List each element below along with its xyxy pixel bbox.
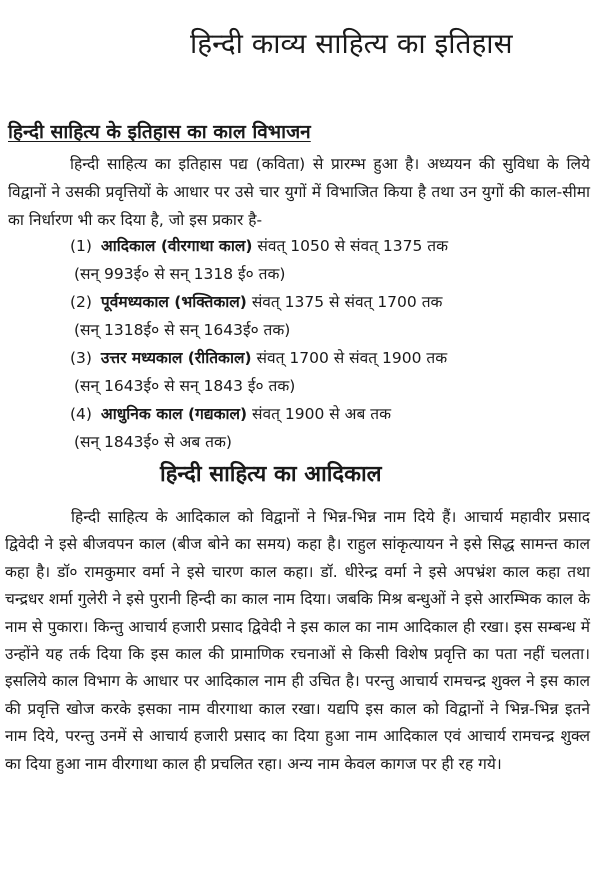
section-heading-kaal-vibhajan: हिन्दी साहित्य के इतिहास का काल विभाजन: [8, 121, 311, 143]
intro-paragraph: हिन्दी साहित्य का इतिहास पद्य (कविता) से प्रारम्भ हुआ है। अध्ययन की सुविधा के लिये विद्वानों ने उसकी प्रवृत्तियों के आधार पर उसे चार युगों में विभाजित किया है तथा उन युगों की काल-सीमा का निर्धारण भी कर दिया है, जो इस प्रकार है-: [8, 155, 590, 229]
period-gregorian: (सन् 993ई० से सन् 1318 ई० तक): [74, 265, 286, 283]
period-samvat: संवत् 1700 से संवत् 1900 तक: [256, 349, 448, 367]
period-name: आधुनिक काल (गद्यकाल): [100, 405, 248, 423]
period-gregorian: (सन् 1643ई० से सन् 1843 ई० तक): [74, 377, 296, 395]
period-item: [70, 288, 590, 344]
page-title: हिन्दी काव्य साहित्य का इतिहास: [190, 27, 513, 60]
aadikaal-paragraph: हिन्दी साहित्य के आदिकाल को विद्वानों ने भिन्न-भिन्न नाम दिये हैं। आचार्य महावीर प्रसाद द्विवेदी ने इसे बीजवपन काल (बीज बोने का समय) कहा है। राहुल सांकृत्यायन ने इसे सिद्ध सामन्त काल कहा है। डॉ० रामकुमार वर्मा ने इसे चारण काल कहा। डॉ. धीरेन्द्र वर्मा ने इसे अपभ्रंश काल कहा तथा चन्द्रधर शर्मा गुलेरी ने इसे पुरानी हिन्दी का काल नाम दिया। जबकि मिश्र बन्धुओं ने इसे आरम्भिक काल के नाम से पुकारा। किन्तु आचार्य हजारी प्रसाद द्विवेदी ने इस काल का नाम आदिकाल ही रखा। इस सम्बन्ध में उन्होंने यह तर्क दिया कि इस काल की प्रामाणिक रचनाओं से किसी विशेष प्रवृत्ति का पता नहीं चलता। इसलिये काल विभाग के आधार पर आदिकाल नाम ही उचित है। परन्तु आचार्य रामचन्द्र शुक्ल ने इस काल की प्रवृत्ति खोज करके इसका नाम वीरगाथा काल रखा। यद्यपि इस काल को विद्वानों ने भिन्न-भिन्न इतने नाम दिये, परन्तु उनमें से आचार्य हजारी प्रसाद का दिया हुआ नाम आदिकाल एवं आचार्य रामचन्द्र शुक्ल का दिया हुआ नाम वीरगाथा काल ही प्रचलित रहा। अन्य नाम केवल कागज पर ही रह गये।: [5, 508, 590, 773]
period-number: (1): [70, 237, 92, 255]
period-gregorian: (सन् 1318ई० से सन् 1643ई० तक): [74, 321, 291, 339]
period-name: आदिकाल (वीरगाथा काल): [100, 237, 253, 255]
period-item: [70, 400, 590, 456]
period-name: पूर्वमध्यकाल (भक्तिकाल): [100, 293, 247, 311]
period-item: [70, 232, 590, 288]
period-name: उत्तर मध्यकाल (रीतिकाल): [100, 349, 252, 367]
period-number: (4): [70, 405, 92, 423]
period-number: (2): [70, 293, 92, 311]
period-samvat: संवत् 1375 से संवत् 1700 तक: [251, 293, 443, 311]
period-samvat: संवत् 1900 से अब तक: [252, 405, 392, 423]
period-item: [70, 344, 590, 400]
period-number: (3): [70, 349, 92, 367]
period-gregorian: (सन् 1843ई० से अब तक): [74, 433, 232, 451]
section-heading-aadikaal: हिन्दी साहित्य का आदिकाल: [160, 462, 382, 487]
period-samvat: संवत् 1050 से संवत् 1375 तक: [257, 237, 448, 255]
period-list: [70, 232, 590, 456]
